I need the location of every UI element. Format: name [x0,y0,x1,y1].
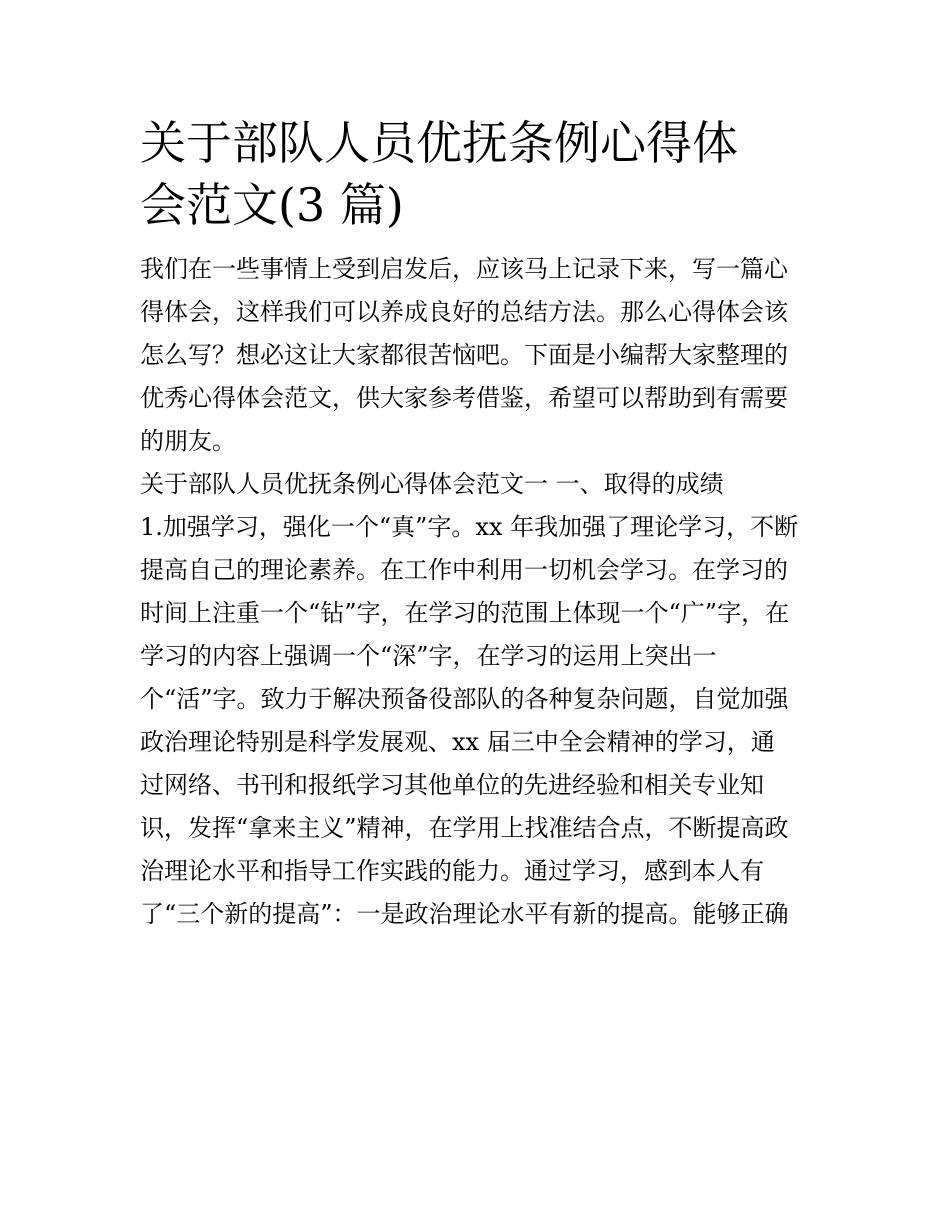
document-content [140,112,812,936]
body-paragraph [140,506,812,936]
text-line: 识，发挥“拿来主义”精神，在学用上找准结合点，不断提高政 [140,814,789,842]
text-line: 怎么写？想必这让大家都很苦恼吧。下面是小编帮大家整理的 [140,341,788,369]
document-title [140,112,812,236]
text-line: 1.加强学习，强化一个“真”字。xx 年我加强了理论学习，不断 [140,513,799,541]
section-heading-text: 关于部队人员优抚条例心得体会范文一 一、取得的成绩 [140,470,724,498]
text-line: 学习的内容上强调一个“深”字，在学习的运用上突出一 [140,642,717,670]
text-line: 时间上注重一个“钻”字，在学习的范围上体现一个“广”字，在 [140,599,790,627]
section-heading [140,463,812,506]
text-line: 我们在一些事情上受到启发后，应该马上记录下来，写一篇心 [140,255,788,283]
text-line: 个“活”字。致力于解决预备役部队的各种复杂问题，自觉加强 [140,685,789,713]
text-line: 优秀心得体会范文，供大家参考借鉴，希望可以帮助到有需要 [140,384,788,412]
text-line: 的朋友。 [140,427,236,455]
text-line: 得体会，这样我们可以养成良好的总结方法。那么心得体会该 [140,298,788,326]
text-line: 过网络、书刊和报纸学习其他单位的先进经验和相关专业知 [140,771,764,799]
title-line: 关于部队人员优抚条例心得体 [140,116,738,170]
text-line: 提高自己的理论素养。在工作中利用一切机会学习。在学习的 [140,556,788,584]
title-line: 会范文(3 篇) [140,178,404,232]
text-line: 政治理论特别是科学发展观、xx 届三中全会精神的学习，通 [140,728,775,756]
text-line: 治理论水平和指导工作实践的能力。通过学习，感到本人有 [140,857,764,885]
intro-paragraph [140,248,812,463]
text-line: 了“三个新的提高”：一是政治理论水平有新的提高。能够正确 [140,900,789,928]
